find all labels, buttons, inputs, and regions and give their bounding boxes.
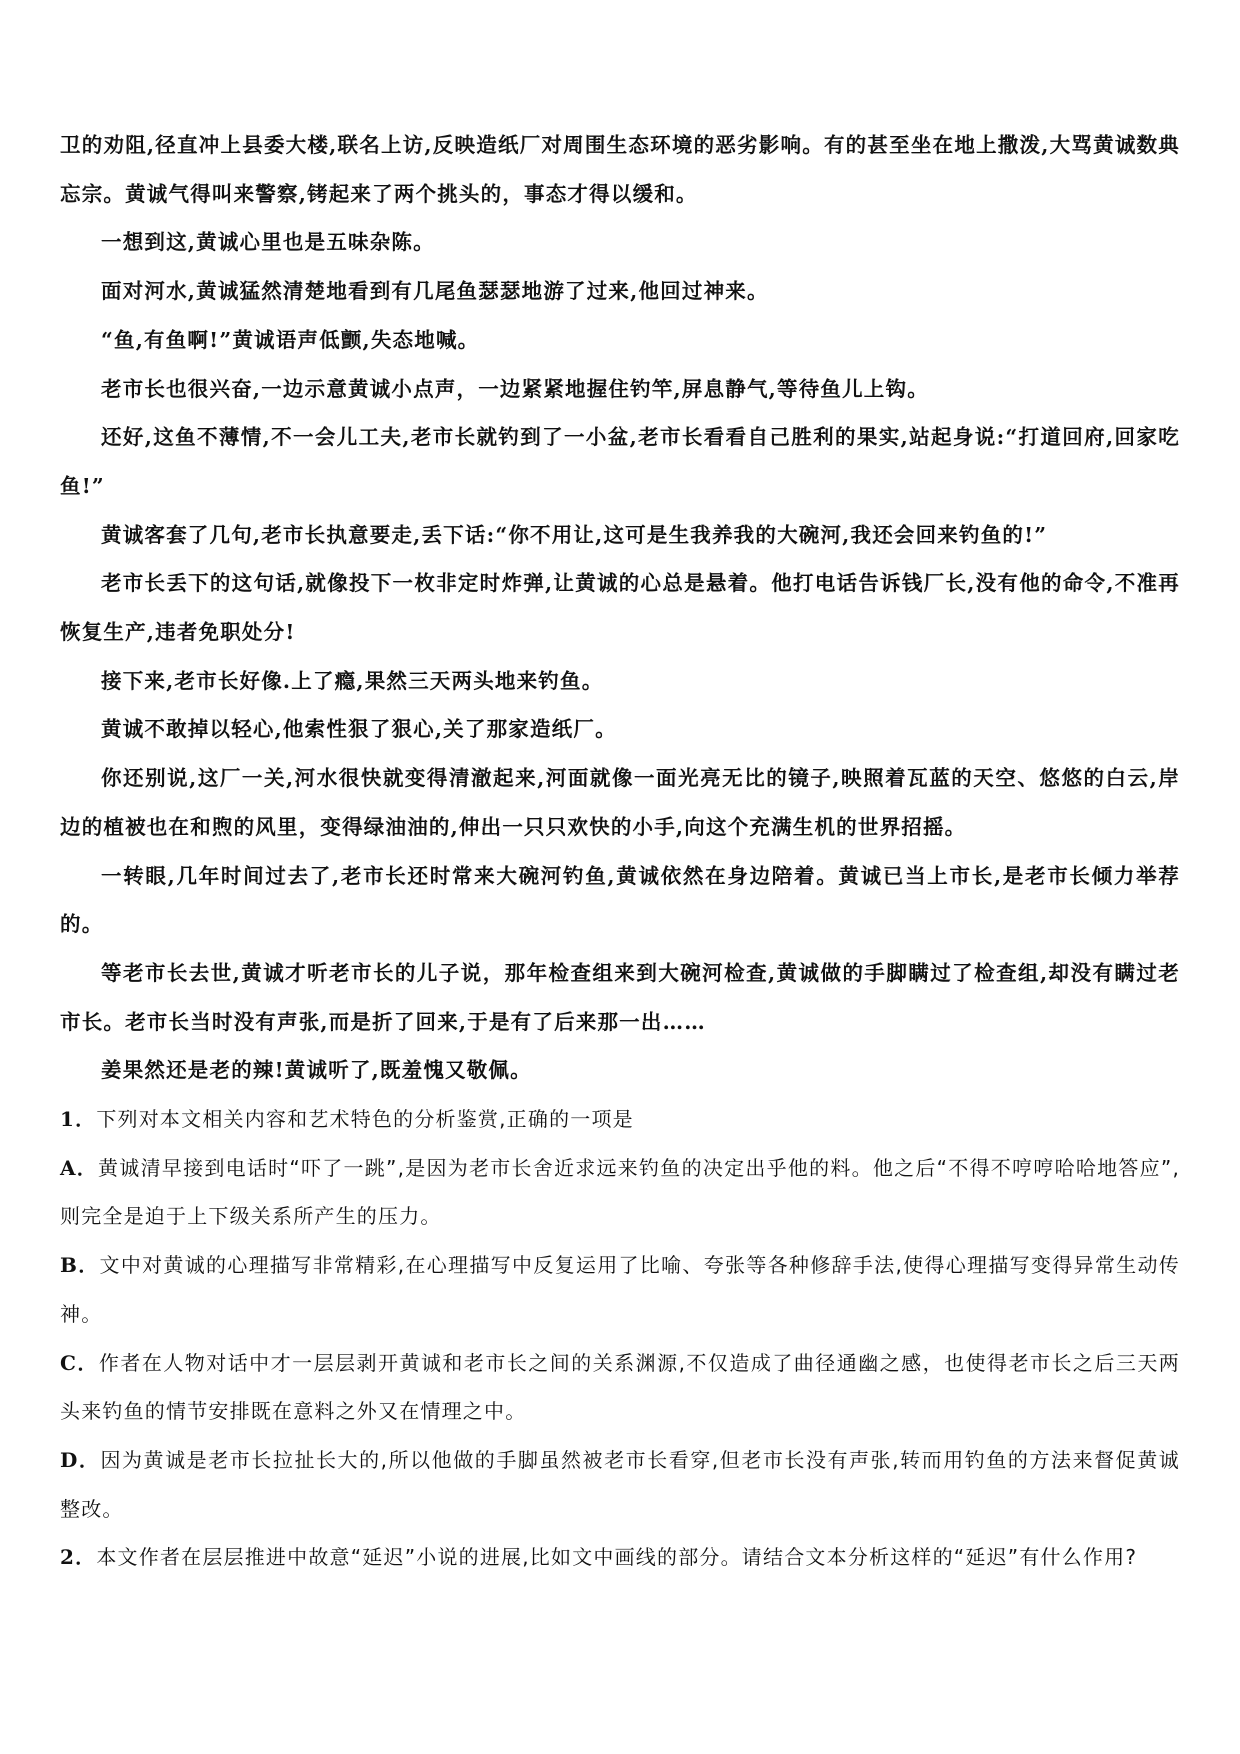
passage-paragraph-5: 老市长也很兴奋,一边示意黄诚小点声，一边紧紧地握住钓竿,屏息静气,等待鱼儿上钩。 <box>101 376 929 401</box>
passage-paragraph-9: 接下来,老市长好像.上了瘾,果然三天两头地来钓鱼。 <box>101 668 604 693</box>
question-1-number: 1． <box>60 1107 97 1132</box>
passage-paragraph-8: 老市长丢下的这句话,就像投下一枚非定时炸弹,让黄诚的心总是悬着。他打电话告诉钱厂长,没有他的命令,不准再恢复生产,违者免职处分! <box>60 571 1180 645</box>
passage-paragraph-14: 姜果然还是老的辣!黄诚听了,既羞愧又敬佩。 <box>101 1058 532 1083</box>
question-1-option-c <box>60 1339 1180 1436</box>
question-1 <box>60 1095 1180 1533</box>
question-1-stem: 下列对本文相关内容和艺术特色的分析鉴赏,正确的一项是 <box>96 1107 634 1132</box>
question-2-number: 2． <box>60 1545 97 1570</box>
option-c-text: 作者在人物对话中才一层层剥开黄诚和老市长之间的关系渊源,不仅造成了曲径通幽之感，也使得老市长之后三天两头来钓鱼的情节安排既在意料之外又在情理之中。 <box>60 1350 1180 1424</box>
question-2-stem-line <box>60 1533 1180 1582</box>
passage-paragraph-13: 等老市长去世,黄诚才听老市长的儿子说，那年检查组来到大碗河检查,黄诚做的手脚瞒过了检查组,却没有瞒过老市长。老市长当时没有声张,而是折了回来,于是有了后来那一出…… <box>60 960 1180 1034</box>
passage-paragraph-10: 黄诚不敢掉以轻心,他索性狠了狠心,关了那家造纸厂。 <box>101 717 617 742</box>
passage-paragraph-4: “鱼,有鱼啊!”黄诚语声低颤,失态地喊。 <box>101 327 480 352</box>
question-1-option-a <box>60 1144 1180 1241</box>
option-a-text: 黄诚清早接到电话时“吓了一跳”,是因为老市长舍近求远来钓鱼的决定出乎他的料。他之后“不得不哼哼哈哈地答应”,则完全是迫于上下级关系所产生的压力。 <box>60 1155 1180 1229</box>
option-b-label: B． <box>60 1253 100 1278</box>
passage-paragraph-1: 卫的劝阻,径直冲上县委大楼,联名上访,反映造纸厂对周围生态环境的恶劣影响。有的甚至坐在地上撒泼,大骂黄诚数典忘宗。黄诚气得叫来警察,铐起来了两个挑头的，事态才得以缓和。 <box>60 133 1180 206</box>
passage-paragraph-2: 一想到这,黄诚心里也是五味杂陈。 <box>101 230 435 255</box>
question-2-stem: 本文作者在层层推进中故意“延迟”小说的进展,比如文中画线的部分。请结合文本分析这样的“延迟”有什么作用? <box>96 1545 1138 1570</box>
option-d-text: 因为黄诚是老市长拉扯长大的,所以他做的手脚虽然被老市长看穿,但老市长没有声张,转而用钓鱼的方法来督促黄诚整改。 <box>60 1447 1180 1521</box>
option-b-text: 文中对黄诚的心理描写非常精彩,在心理描写中反复运用了比喻、夸张等各种修辞手法,使得心理描写变得异常生动传神。 <box>60 1253 1180 1326</box>
question-1-option-b <box>60 1241 1180 1338</box>
passage-paragraph-3: 面对河水,黄诚猛然清楚地看到有几尾鱼瑟瑟地游了过来,他回过神来。 <box>101 279 769 304</box>
question-1-option-d <box>60 1436 1180 1533</box>
question-1-stem-line <box>60 1095 1180 1144</box>
question-2 <box>60 1533 1180 1582</box>
passage-paragraph-7: 黄诚客套了几句,老市长执意要走,丢下话:“你不用让,这可是生我养我的大碗河,我还会回来钓鱼的!” <box>101 522 1048 547</box>
option-c-label: C． <box>60 1350 99 1375</box>
passage-paragraph-12: 一转眼,几年时间过去了,老市长还时常来大碗河钓鱼,黄诚依然在身边陪着。黄诚已当上市长,是老市长倾力举荐的。 <box>60 863 1180 937</box>
option-d-label: D． <box>60 1447 101 1472</box>
document-content <box>60 121 1180 1582</box>
passage-paragraph-11: 你还别说,这厂一关,河水很快就变得清澈起来,河面就像一面光亮无比的镜子,映照着瓦蓝的天空、悠悠的白云,岸边的植被也在和煦的风里，变得绿油油的,伸出一只只欢快的小手,向这个充满生机的世界招摇。 <box>60 766 1180 839</box>
passage-paragraph-6: 还好,这鱼不薄情,不一会儿工夫,老市长就钓到了一小盆,老市长看看自己胜利的果实,站起身说:“打道回府,回家吃鱼!” <box>60 425 1180 498</box>
option-a-label: A． <box>60 1155 99 1180</box>
